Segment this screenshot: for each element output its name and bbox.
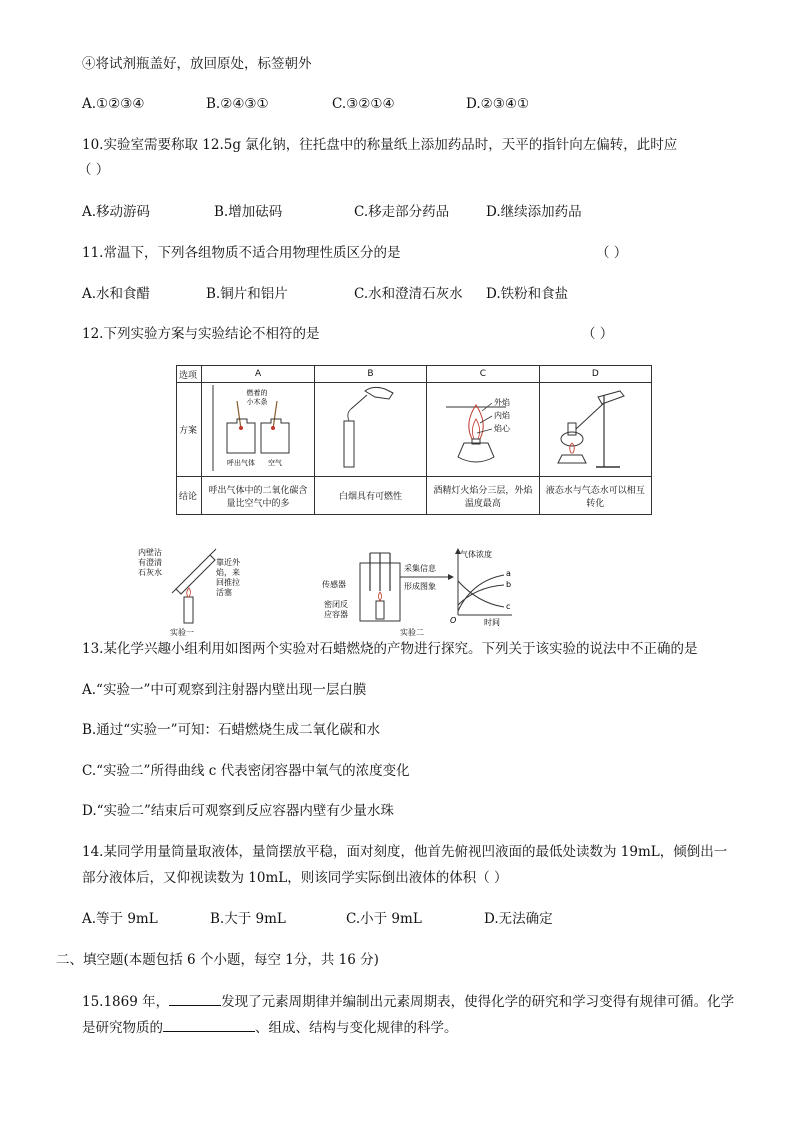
q13-option-b: B.通过“实验一”可知：石蜡燃烧生成二氧化碳和水: [82, 722, 381, 738]
alcohol-lamp-diagram: [428, 383, 538, 473]
q11-stem: 11.常温下，下列各组物质不适合用物理性质区分的是: [82, 245, 401, 261]
conclusion-d: 液态水与气态水可以相互转化: [539, 477, 651, 515]
experiment-two-diagram: [318, 545, 518, 637]
q13-option-a: A.“实验一”中可观察到注射器内壁出现一层白膜: [82, 682, 367, 698]
conclusion-a: 呼出气体中的二氧化碳含量比空气中的多: [202, 477, 314, 515]
q15-part4: 、组成、结构与变化规律的科学。: [255, 1020, 458, 1036]
curve-a-label: a: [506, 569, 511, 578]
q10-option-b: B.增加砝码: [214, 204, 283, 220]
q9-option-d: D.②③④①: [466, 96, 530, 112]
q15-line2: [82, 1017, 458, 1038]
q14-option-d: D.无法确定: [484, 911, 553, 927]
q11-option-b: B.铜片和铝片: [206, 286, 288, 302]
q10-option-a: A.移动游码: [82, 204, 151, 220]
plan-b-figure: [314, 383, 426, 477]
table-header-label: 选项: [177, 366, 202, 383]
q13-stem: 13.某化学兴趣小组利用如图两个实验对石蜡燃烧的产物进行探究。下列关于该实验的说法中不正确的是: [82, 641, 698, 657]
q14-option-a: A.等于 9mL: [82, 911, 158, 927]
label-burning-1: 燃着的: [246, 389, 268, 397]
q15-part2: 发现了元素周期律并编制出元素周期表，使得化学的研究和学习变得有规律可循。化学: [221, 994, 735, 1010]
q15-line1: [82, 991, 734, 1012]
q10-option-d: D.继续添加药品: [486, 204, 582, 220]
table-plan-label: 方案: [177, 383, 202, 477]
exp1-caption: 实验一: [170, 628, 194, 637]
q9-option-b: B.②④③①: [206, 96, 269, 112]
q15-blank-2[interactable]: [163, 1017, 255, 1032]
q9-option-a: A.①②③④: [82, 96, 145, 112]
bottles-diagram: [203, 383, 313, 473]
q15-blank-1[interactable]: [169, 991, 221, 1006]
candle-smoke-diagram: [315, 383, 425, 473]
exp2-collect-label-1: 采集信息: [404, 564, 436, 573]
curve-b-label: b: [506, 580, 512, 589]
conclusion-c: 酒精灯火焰分三层，外焰温度最高: [427, 477, 539, 515]
label-burning-2: 小木条: [246, 398, 268, 406]
water-condense-diagram: [540, 383, 650, 473]
q14-stem-line1: 14.某同学用量筒量取液体，量筒摆放平稳，面对刻度，他首先俯视凹液面的最低处读数为 19mL，倾倒出一: [82, 844, 728, 860]
exp1-label-7: 活塞: [216, 588, 232, 597]
exp2-caption: 实验二: [400, 628, 424, 637]
section-title: 二、填空题(本题包括 6 个小题，每空 1分，共 16 分): [56, 952, 379, 968]
table-conclusion-label: 结论: [177, 477, 202, 515]
exp1-label-1: 内壁沾: [138, 548, 162, 557]
q11-option-a: A.水和食醋: [82, 286, 151, 302]
exp2-collect-label-2: 形成图象: [404, 582, 436, 591]
plan-a-figure: [202, 383, 314, 477]
plan-d-figure: [539, 383, 651, 477]
plan-c-figure: [427, 383, 539, 477]
q9-step4: ④将试剂瓶盖好，放回原处，标签朝外: [82, 56, 312, 72]
q15-part3: 是研究物质的: [82, 1020, 163, 1036]
q11-option-c: C.水和澄清石灰水: [354, 286, 463, 302]
exp2-ylabel: 气体浓度: [460, 550, 492, 559]
exp2-xlabel: 时间: [484, 618, 500, 627]
table-col-c: C: [427, 366, 539, 383]
curve-c-label: c: [506, 602, 511, 611]
conclusion-b: 白烟具有可燃性: [314, 477, 426, 515]
q12-stem: 12.下列实验方案与实验结论不相符的是: [82, 326, 320, 342]
q15-part1: 15.1869 年，: [82, 994, 170, 1010]
q14-option-b: B.大于 9mL: [210, 911, 286, 927]
q11-option-d: D.铁粉和食盐: [486, 286, 569, 302]
q14-option-c: C.小于 9mL: [346, 911, 422, 927]
label-exhaled: 呼出气体: [227, 459, 256, 467]
table-col-d: D: [539, 366, 651, 383]
q12-paren: （ ）: [582, 326, 614, 342]
q11-paren: （ ）: [596, 245, 628, 261]
exp1-label-2: 有澄清: [138, 558, 162, 567]
q10-paren: （ ）: [78, 162, 110, 178]
exp2-origin: O: [450, 616, 457, 625]
label-air: 空气: [268, 459, 283, 467]
q10-option-c: C.移走部分药品: [354, 204, 450, 220]
exp2-sensor-label: 传感器: [322, 580, 346, 589]
q14-stem-line2: 部分液体后，又仰视读数为 10mL，则该同学实际倒出液体的体积（ ）: [82, 870, 508, 886]
exp2-container-label-2: 应容器: [324, 610, 348, 619]
exp1-label-3: 石灰水: [138, 568, 162, 577]
exp1-label-6: 回推拉: [216, 578, 240, 587]
exp1-label-5: 焰，来: [216, 568, 240, 577]
table-col-a: A: [202, 366, 314, 383]
label-inner-flame: 内焰: [493, 411, 510, 420]
experiment-one-diagram: [136, 545, 256, 637]
table-col-b: B: [314, 366, 426, 383]
label-outer-flame: 外焰: [493, 398, 510, 407]
label-flame-core: 焰心: [493, 424, 510, 433]
q13-option-d: D.“实验二”结束后可观察到反应容器内壁有少量水珠: [82, 803, 394, 819]
q12-experiment-table: [176, 365, 652, 515]
q9-option-c: C.③②①④: [332, 96, 395, 112]
exp1-label-4: 靠近外: [216, 558, 240, 567]
q13-option-c: C.“实验二”所得曲线 c 代表密闭容器中氧气的浓度变化: [82, 763, 410, 779]
exp2-container-label-1: 密闭反: [324, 600, 348, 609]
q10-stem: 10.实验室需要称取 12.5g 氯化钠，往托盘中的称量纸上添加药品时，天平的指针向左偏转，此时应: [82, 137, 678, 153]
